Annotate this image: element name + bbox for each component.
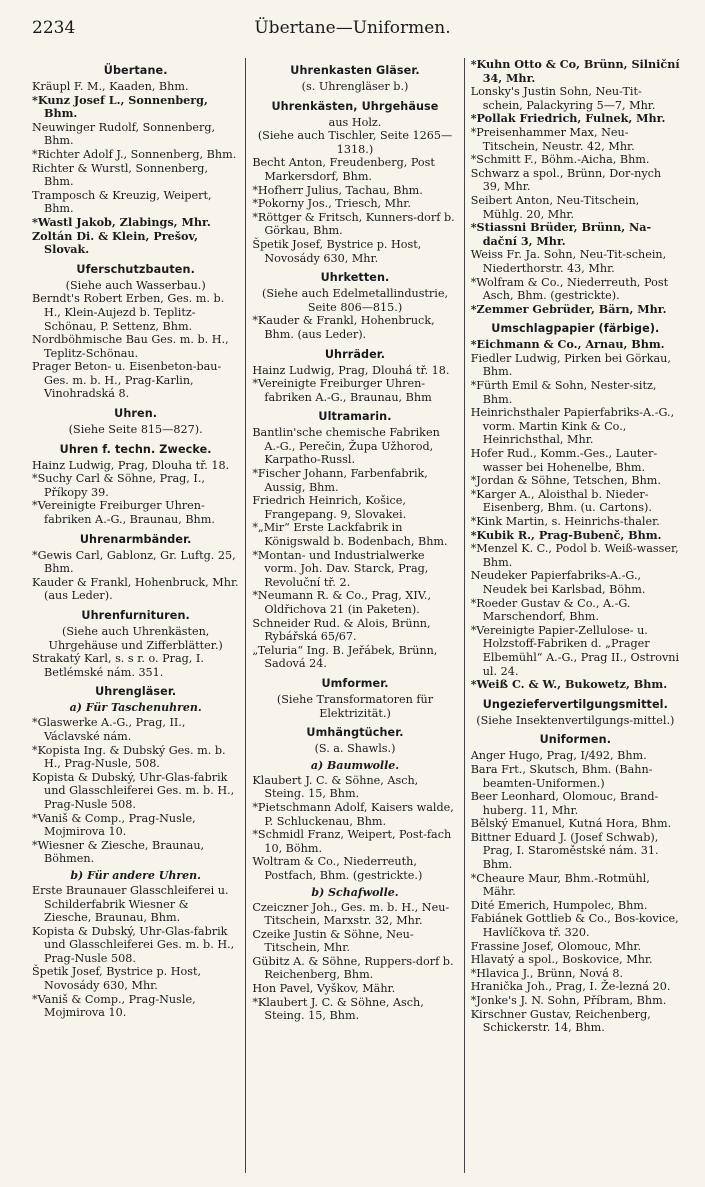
directory-entry: *Kunz Josef L., Sonnenberg, Bhm. [32, 92, 208, 121]
section-note: (Siehe auch Tischler, Seite 1265—1318.) [257, 129, 453, 156]
directory-entry: Schneider Rud. & Alois, Brünn, Rybářská 65/67. [252, 616, 431, 644]
directory-entry: *Neumann R. & Co., Prag, XIV., Oldřichova 21 (in Paketen). [252, 589, 432, 616]
section-note: (Siehe auch Wasserbau.) [65, 278, 206, 292]
section-heading: Uhrenkasten Gläser. [290, 64, 420, 77]
section-heading: Umhängtücher. [306, 726, 404, 740]
directory-entry: Weiss Fr. Ja. Sohn, Neu-Tit-schein, Niederthorstr. 43, Mhr. [470, 248, 667, 275]
directory-entry: Czeike Justin & Söhne, Neu-Titschein, Mhr. [252, 927, 414, 955]
directory-entry: *Preisenhammer Max, Neu-Titschein, Neustr. 42, Mhr. [470, 125, 635, 153]
directory-entry: *Hofherr Julius, Tachau, Bhm. [252, 183, 423, 197]
directory-entry: *„Mir“ Erste Lackfabrik in Königswald b. Bodenbach, Bhm. [252, 521, 448, 549]
directory-entry: Fabiánek Gottlieb & Co., Bos-kovice, Havlíčkova tř. 320. [470, 912, 679, 940]
directory-entry: *Vaniš & Comp., Prag-Nusle, Mojmirova 10. [32, 992, 196, 1020]
directory-entry: Tramposch & Kreuzig, Weipert, Bhm. [32, 188, 212, 216]
directory-entry: *Schmitt F., Böhm.-Aicha, Bhm. [470, 153, 650, 167]
section-heading: Ungeziefervertilgungsmittel. [482, 697, 668, 711]
directory-entry: Prager Beton- u. Eisenbeton-bau-Ges. m. b. H., Prag-Karlin, Vinohradská 8. [32, 360, 222, 401]
directory-entry: Gübitz A. & Söhne, Ruppers-dorf b. Reichenberg, Bhm. [252, 954, 454, 982]
directory-entry: Dité Emerich, Humpolec, Bhm. [470, 898, 648, 912]
directory-entry: *Vereinigte Papier-Zellulose- u. Holzstoff-Fabriken d. „Prager Elbemühl“ A.-G., Prag II., Ostrovni ul. 24. [470, 623, 680, 678]
directory-entry: Bělský Emanuel, Kutná Hora, Bhm. [470, 817, 672, 831]
directory-entry: Heinrichsthaler Papierfabriks-A.-G., vorm. Martin Kink & Co., Heinrichsthal, Mhr. [470, 406, 675, 447]
section-heading: Umschlagpapier (färbige). [491, 322, 660, 336]
directory-entry: *Roeder Gustav & Co., A.-G. Marschendorf, Bhm. [470, 596, 631, 624]
directory-entry: Hlavatý a spol., Boskovice, Mhr. [470, 953, 653, 967]
page-header [32, 18, 673, 42]
directory-entry: Špetik Josef, Bystrice p. Host, Novosády 630, Mhr. [32, 965, 201, 993]
directory-entry: Zoltán Di. & Klein, Prešov, Slovak. [32, 228, 198, 257]
section-heading: Uhrengläser. [95, 685, 177, 699]
directory-entry: Hofer Rud., Komm.-Ges., Lauter-wasser bei Hohenelbe, Bhm. [470, 447, 658, 474]
section-heading: Uhrenfurnituren. [81, 609, 190, 622]
section-heading: Uhren. [114, 407, 158, 421]
directory-entry: Hainz Ludwig, Prag, Dlouhá tř. 18. [252, 363, 450, 377]
directory-entry: Schwarz a spol., Brünn, Dor-nych 39, Mhr. [470, 166, 662, 194]
directory-entry: Špetik Josef, Bystrice p. Host, Novosády 630, Mhr. [252, 237, 422, 265]
directory-entry: *Stiassni Brüder, Brünn, Na-dační 3, Mhr. [470, 220, 652, 248]
directory-entry: *Weiß C. & W., Bukowetz, Bhm. [470, 677, 668, 692]
directory-entry: *Menzel K. C., Podol b. Weiß-wasser, Bhm. [470, 542, 679, 569]
directory-entry: Kauder & Frankl, Hohenbruck, Mhr. (aus Leder). [32, 575, 239, 603]
directory-entry: Frassine Josef, Olomouc, Mhr. [470, 939, 642, 953]
directory-entry: Becht Anton, Freudenberg, Post Markersdorf, Bhm. [252, 156, 435, 183]
directory-entry: *Zemmer Gebrüder, Bärn, Mhr. [470, 301, 667, 316]
directory-entry: *Kauder & Frankl, Hohenbruck, Bhm. (aus Leder). [252, 314, 435, 341]
subsection-heading: a) Für Taschenuhren. [69, 701, 202, 715]
directory-entry: Bantlin'sche chemische Fabriken A.-G., Perečin, Župa Užhorod, Karpatho-Russl. [252, 426, 440, 467]
section-note: (Siehe Insektenvertilgungs-mittel.) [476, 713, 675, 727]
directory-entry: *Kubik R., Prag-Bubenč, Bhm. [470, 527, 662, 542]
directory-entry: Strakatý Karl, s. s r. o. Prag, I. Betlémské nám. 351. [32, 652, 204, 679]
directory-entry: Neuwinger Rudolf, Sonnenberg, Bhm. [32, 120, 216, 148]
section-heading: Uhren f. techn. Zwecke. [59, 442, 212, 456]
directory-entry: Friedrich Heinrich, Košice, Frangepang. 9, Slovakei. [252, 494, 407, 521]
directory-entry: *Hlavica J., Brünn, Nová 8. [470, 966, 624, 980]
subsection-heading: a) Baumwolle. [310, 758, 400, 772]
directory-entry: Nordböhmische Bau Ges. m. b. H., Teplitz-Schönau. [32, 333, 229, 360]
directory-entry: Hainz Ludwig, Prag, Dlouha tř. 18. [32, 458, 230, 472]
directory-entry: Neudeker Papierfabriks-A.-G., Neudek bei Karlsbad, Böhm. [470, 569, 646, 596]
directory-entry: Kirschner Gustav, Reichenberg, Schickerstr. 14, Bhm. [470, 1007, 651, 1035]
directory-entry: *Montan- und Industrialwerke vorm. Joh. Dav. Starck, Prag, Revoluční tř. 2. [252, 548, 429, 589]
directory-entry: *Vereinigte Freiburger Uhren-fabriken A.-G., Braunau, Bhm. [32, 499, 215, 527]
directory-entry: *Richter Adolf J., Sonnenberg, Bhm. [32, 147, 237, 161]
directory-entry: Beer Leonhard, Olomouc, Brand-huberg. 11, Mhr. [470, 790, 659, 817]
directory-entry: Bittner Eduard J. (Josef Schwab), Prag, I. Staroměstské nám. 31. Bhm. [470, 830, 659, 872]
column-3 [465, 58, 680, 1173]
directory-entry: Kopista & Dubský, Uhr-Glas-fabrik und Glasschleiferei Ges. m. b. H., Prag-Nusle 508. [32, 924, 235, 965]
directory-entry: Kopista & Dubský, Uhr-Glas-fabrik und Glasschleiferei Ges. m. b. H., Prag-Nusle 508. [32, 770, 235, 811]
section-note: (Siehe auch Uhrenkästen, Uhrgehäuse und Zifferblätter.) [48, 625, 223, 652]
directory-entry: *Eichmann & Co., Arnau, Bhm. [470, 337, 665, 352]
directory-entry: Lonsky's Justin Sohn, Neu-Tit-schein, Palackyring 5—7, Mhr. [470, 85, 656, 112]
directory-entry: *Jonke's J. N. Sohn, Příbram, Bhm. [470, 994, 667, 1007]
directory-entry: *Cheaure Maur, Bhm.-Rotmühl, Mähr. [470, 871, 650, 899]
directory-entry: *Vaniš & Comp., Prag-Nusle, Mojmirova 10. [32, 811, 196, 839]
column-2 [245, 58, 464, 1173]
section-heading: Uferschutzbauten. [76, 262, 195, 276]
section-heading: Ultramarin. [318, 410, 392, 424]
directory-entry: Hon Pavel, Vyškov, Mähr. [252, 982, 396, 996]
section-note: (s. Uhrengläser b.) [301, 80, 409, 93]
directory-entry: Erste Braunauer Glasschleiferei u. Schilderfabrik Wiesner & Ziesche, Braunau, Bhm. [32, 883, 229, 925]
directory-entry: *Fürth Emil & Sohn, Nester-sitz, Bhm. [470, 379, 657, 406]
section-note: (S. a. Shawls.) [314, 742, 396, 756]
directory-entry: *Kopista Ing. & Dubský Ges. m. b. H., Prag-Nusle, 508. [32, 743, 226, 771]
directory-entry: *Wiesner & Ziesche, Braunau, Böhmen. [32, 838, 205, 866]
directory-entry: *Pietschmann Adolf, Kaisers walde, P. Schluckenau, Bhm. [252, 800, 454, 828]
section-note: (Siehe auch Edelmetallindustrie, Seite 806—815.) [261, 287, 449, 314]
directory-entry: *Kink Martin, s. Heinrichs-thaler. [470, 515, 660, 528]
directory-entry: Hranička Joh., Prag, I. Že-lezná 20. [470, 980, 671, 994]
directory-columns [32, 58, 680, 1173]
directory-entry: *Suchy Carl & Söhne, Prag, I., Příkopy 39. [32, 472, 205, 499]
section-note: aus Holz. [328, 115, 382, 129]
directory-entry: Richter & Wurstl, Sonnenberg, Bhm. [32, 161, 209, 189]
section-heading: Uniformen. [539, 733, 612, 747]
directory-entry: *Schmidl Franz, Weipert, Post-fach 10, Böhm. [252, 828, 452, 855]
directory-entry: *Wastl Jakob, Zlabings, Mhr. [32, 214, 211, 229]
directory-entry: Berndt's Robert Erben, Ges. m. b. H., Klein-Aujezd b. Teplitz-Schönau, P. Settenz, Bhm. [32, 292, 225, 333]
subsection-heading: b) Für andere Uhren. [70, 868, 201, 882]
section-heading: Uhrenarmbänder. [79, 532, 192, 546]
directory-entry: Anger Hugo, Prag, I/492, Bhm. [470, 749, 647, 763]
section-heading: Übertane. [103, 64, 168, 77]
directory-entry: *Pollak Friedrich, Fulnek, Mhr. [470, 111, 666, 126]
directory-entry: *Vereinigte Freiburger Uhren-fabriken A.-G., Braunau, Bhm [252, 377, 432, 404]
directory-entry: *Pokorny Jos., Triesch, Mhr. [252, 197, 411, 211]
directory-entry: Klaubert J. C. & Söhne, Asch, Steing. 15, Bhm. [252, 773, 419, 801]
section-heading: Umformer. [321, 676, 389, 690]
directory-entry: Woltram & Co., Niederreuth, Postfach, Bhm. (gestrickte.) [252, 855, 423, 882]
section-heading: Uhrräder. [324, 347, 386, 361]
directory-entry: Bara Frt., Skutsch, Bhm. (Bahn-beamten-Uniformen.) [470, 762, 653, 790]
directory-entry: Fiedler Ludwig, Pirken bei Görkau, Bhm. [470, 351, 671, 379]
directory-entry: *Karger A., Aloisthal b. Nieder-Eisenberg, Bhm. (u. Cartons). [470, 487, 652, 515]
subsection-heading: b) Schafwolle. [311, 885, 399, 899]
directory-entry: *Klaubert J. C. & Söhne, Asch, Steing. 15, Bhm. [252, 995, 424, 1023]
directory-entry: Seibert Anton, Neu-Titschein, Mühlg. 20, Mhr. [470, 193, 640, 221]
directory-entry: „Teluria“ Ing. B. Jeřábek, Brünn, Sadová 24. [252, 643, 438, 671]
directory-entry: *Gewis Carl, Gablonz, Gr. Luftg. 25, Bhm. [32, 548, 236, 576]
page-number: 2234 [32, 18, 76, 38]
running-title: Übertane—Uniformen. [254, 18, 451, 38]
directory-entry: *Wolfram & Co., Niederreuth, Post Asch, Bhm. (gestrickte). [470, 275, 669, 303]
directory-entry: *Jordan & Söhne, Tetschen, Bhm. [470, 474, 661, 488]
directory-entry: *Röttger & Fritsch, Kunners-dorf b. Görkau, Bhm. [252, 210, 455, 238]
directory-entry: *Kuhn Otto & Co, Brünn, Silniční 34, Mhr. [470, 58, 680, 85]
directory-entry: Kräupl F. M., Kaaden, Bhm. [32, 80, 189, 93]
section-note: (Siehe Transformatoren für Elektrizität.) [276, 692, 434, 720]
directory-entry: *Glaswerke A.-G., Prag, II., Václavské nám. [32, 716, 186, 743]
section-heading: Uhrketten. [320, 271, 390, 285]
directory-entry: Czeiczner Joh., Ges. m. b. H., Neu-Titschein, Marxstr. 32, Mhr. [252, 900, 450, 928]
directory-entry: *Fischer Johann, Farbenfabrik, Aussig, Bhm. [252, 467, 428, 494]
section-heading: Uhrenkästen, Uhrgehäuse [271, 99, 439, 113]
column-1 [32, 58, 245, 1173]
section-note: (Siehe Seite 815—827). [68, 423, 203, 437]
